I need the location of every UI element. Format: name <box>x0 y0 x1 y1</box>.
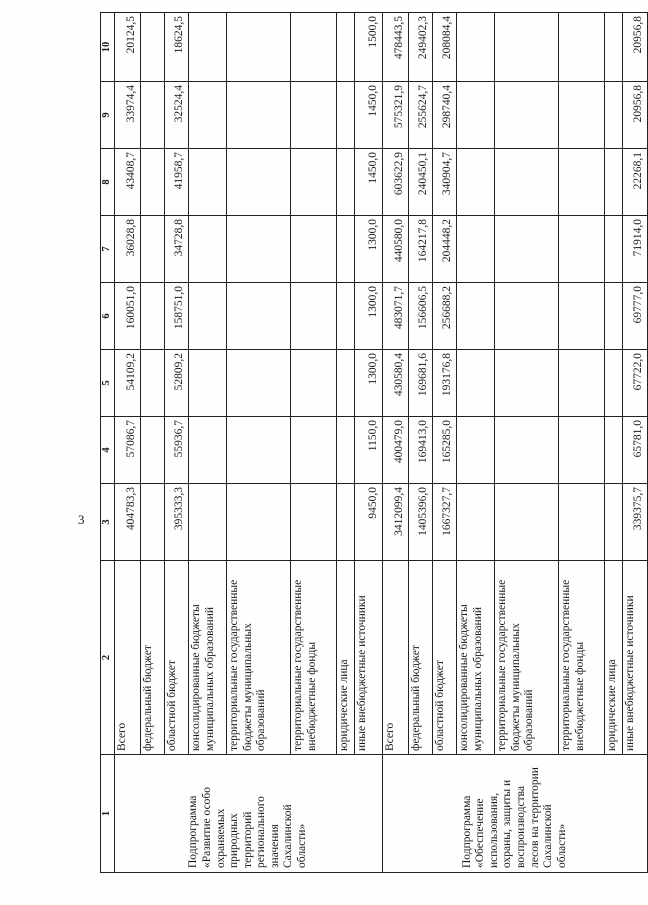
table-row <box>115 13 141 873</box>
value-cell: 54109,2 <box>115 350 141 417</box>
value-cell <box>559 350 605 417</box>
table-row <box>355 13 383 873</box>
value-cell <box>291 417 337 484</box>
budget-table <box>100 12 648 873</box>
rotated-page <box>100 13 645 873</box>
value-cell <box>227 350 291 417</box>
value-cell <box>141 484 165 561</box>
funding-source-label: федеральный бюджет <box>141 561 165 755</box>
table-row <box>141 13 165 873</box>
value-cell: 3412099,4 <box>383 484 409 561</box>
value-cell: 55936,7 <box>165 417 189 484</box>
value-cell: 1500,0 <box>355 13 383 82</box>
value-cell <box>337 216 355 283</box>
value-cell <box>189 484 227 561</box>
value-cell: 404783,3 <box>115 484 141 561</box>
value-cell: 256688,2 <box>433 283 457 350</box>
value-cell <box>605 350 623 417</box>
value-cell: 208084,4 <box>433 13 457 82</box>
value-cell: 156606,5 <box>409 283 433 350</box>
value-cell <box>291 350 337 417</box>
value-cell <box>227 149 291 216</box>
value-cell: 483071,7 <box>383 283 409 350</box>
value-cell: 339375,7 <box>623 484 648 561</box>
header-cell: 10 <box>101 13 115 82</box>
value-cell <box>227 13 291 82</box>
value-cell <box>337 350 355 417</box>
table-row <box>605 13 623 873</box>
value-cell: 240450,1 <box>409 149 433 216</box>
value-cell <box>495 149 559 216</box>
funding-source-label: территориальные государственные внебюджетные фонды <box>559 561 605 755</box>
header-cell: 9 <box>101 82 115 149</box>
value-cell: 204448,2 <box>433 216 457 283</box>
header-cell: 3 <box>101 484 115 561</box>
value-cell: 340904,7 <box>433 149 457 216</box>
program-title: Подпрограмма «Развитие особо охраняемых природных территорий регионального значения Сахалинской области» <box>115 755 383 873</box>
header-cell: 2 <box>101 561 115 755</box>
value-cell: 20956,8 <box>623 13 648 82</box>
value-cell: 33974,4 <box>115 82 141 149</box>
value-cell <box>495 283 559 350</box>
value-cell: 1450,0 <box>355 82 383 149</box>
value-cell: 430580,4 <box>383 350 409 417</box>
value-cell <box>337 82 355 149</box>
value-cell <box>495 82 559 149</box>
value-cell <box>605 283 623 350</box>
table-row <box>337 13 355 873</box>
value-cell <box>559 484 605 561</box>
value-cell: 57086,7 <box>115 417 141 484</box>
value-cell: 1300,0 <box>355 283 383 350</box>
program-title: Подпрограмма «Обеспечение использования, охраны, защиты и воспроизводства лесов на территории Сахалинской области» <box>383 755 648 873</box>
value-cell <box>141 216 165 283</box>
value-cell <box>291 149 337 216</box>
value-cell <box>495 417 559 484</box>
value-cell <box>189 149 227 216</box>
value-cell <box>457 283 495 350</box>
value-cell: 36028,8 <box>115 216 141 283</box>
funding-source-label: иные внебюджетные источники <box>623 561 648 755</box>
table-row <box>433 13 457 873</box>
value-cell: 69777,0 <box>623 283 648 350</box>
value-cell: 52809,2 <box>165 350 189 417</box>
value-cell: 41958,7 <box>165 149 189 216</box>
value-cell <box>189 82 227 149</box>
value-cell: 164217,8 <box>409 216 433 283</box>
value-cell <box>605 82 623 149</box>
table-row <box>495 13 559 873</box>
funding-source-label: Всего <box>115 561 141 755</box>
value-cell <box>559 283 605 350</box>
funding-source-label: территориальные государственные бюджеты муниципальных образований <box>495 561 559 755</box>
value-cell <box>457 13 495 82</box>
value-cell <box>227 417 291 484</box>
header-cell: 7 <box>101 216 115 283</box>
table-row <box>559 13 605 873</box>
value-cell <box>605 216 623 283</box>
value-cell: 395333,3 <box>165 484 189 561</box>
table-row <box>623 13 648 873</box>
value-cell: 67722,0 <box>623 350 648 417</box>
value-cell <box>141 149 165 216</box>
table-row <box>227 13 291 873</box>
value-cell: 32524,4 <box>165 82 189 149</box>
value-cell: 249402,3 <box>409 13 433 82</box>
header-cell: 8 <box>101 149 115 216</box>
value-cell <box>291 484 337 561</box>
value-cell <box>605 149 623 216</box>
value-cell <box>337 149 355 216</box>
value-cell: 440580,0 <box>383 216 409 283</box>
value-cell <box>189 350 227 417</box>
value-cell: 1300,0 <box>355 350 383 417</box>
value-cell <box>189 283 227 350</box>
value-cell <box>291 216 337 283</box>
value-cell: 20124,5 <box>115 13 141 82</box>
value-cell: 1405396,0 <box>409 484 433 561</box>
value-cell <box>337 417 355 484</box>
value-cell: 34728,8 <box>165 216 189 283</box>
header-cell: 5 <box>101 350 115 417</box>
funding-source-label: территориальные государственные бюджеты муниципальных образований <box>227 561 291 755</box>
value-cell: 478443,5 <box>383 13 409 82</box>
value-cell: 22268,1 <box>623 149 648 216</box>
table-row <box>409 13 433 873</box>
value-cell: 169413,0 <box>409 417 433 484</box>
value-cell <box>495 216 559 283</box>
table-row <box>291 13 337 873</box>
value-cell <box>457 216 495 283</box>
value-cell <box>457 417 495 484</box>
value-cell <box>141 13 165 82</box>
value-cell: 165285,0 <box>433 417 457 484</box>
value-cell <box>559 216 605 283</box>
table-row <box>457 13 495 873</box>
value-cell: 255624,7 <box>409 82 433 149</box>
funding-source-label: консолидированные бюджеты муниципальных образований <box>457 561 495 755</box>
value-cell <box>291 283 337 350</box>
value-cell <box>337 13 355 82</box>
value-cell <box>227 484 291 561</box>
value-cell: 1300,0 <box>355 216 383 283</box>
header-cell: 4 <box>101 417 115 484</box>
funding-source-label: Всего <box>383 561 409 755</box>
value-cell: 18624,5 <box>165 13 189 82</box>
funding-source-label: территориальные государственные внебюджетные фонды <box>291 561 337 755</box>
funding-source-label: федеральный бюджет <box>409 561 433 755</box>
value-cell: 65781,0 <box>623 417 648 484</box>
value-cell <box>291 13 337 82</box>
funding-source-label: иные внебюджетные источники <box>355 561 383 755</box>
value-cell <box>227 82 291 149</box>
value-cell <box>141 417 165 484</box>
value-cell <box>189 417 227 484</box>
funding-source-label: областной бюджет <box>433 561 457 755</box>
value-cell <box>189 216 227 283</box>
value-cell: 43408,7 <box>115 149 141 216</box>
value-cell <box>337 484 355 561</box>
value-cell <box>227 216 291 283</box>
value-cell <box>559 82 605 149</box>
value-cell: 298740,4 <box>433 82 457 149</box>
value-cell <box>141 350 165 417</box>
value-cell <box>495 484 559 561</box>
funding-source-label: консолидированные бюджеты муниципальных образований <box>189 561 227 755</box>
funding-source-label: областной бюджет <box>165 561 189 755</box>
value-cell: 1450,0 <box>355 149 383 216</box>
value-cell: 169681,6 <box>409 350 433 417</box>
value-cell <box>495 350 559 417</box>
funding-source-label: юридические лица <box>605 561 623 755</box>
value-cell <box>457 149 495 216</box>
value-cell: 20956,8 <box>623 82 648 149</box>
value-cell: 575321,9 <box>383 82 409 149</box>
value-cell <box>141 283 165 350</box>
value-cell <box>495 13 559 82</box>
table-row <box>189 13 227 873</box>
header-cell: 6 <box>101 283 115 350</box>
value-cell <box>291 82 337 149</box>
value-cell <box>457 350 495 417</box>
value-cell <box>457 484 495 561</box>
page-number: 3 <box>78 512 85 527</box>
value-cell: 400479,0 <box>383 417 409 484</box>
value-cell: 158751,0 <box>165 283 189 350</box>
table-row <box>165 13 189 873</box>
table-row <box>383 13 409 873</box>
value-cell: 160051,0 <box>115 283 141 350</box>
header-row <box>101 13 115 873</box>
value-cell <box>605 484 623 561</box>
value-cell <box>457 82 495 149</box>
value-cell <box>337 283 355 350</box>
value-cell <box>559 149 605 216</box>
value-cell <box>605 417 623 484</box>
value-cell <box>227 283 291 350</box>
value-cell: 9450,0 <box>355 484 383 561</box>
value-cell: 71914,0 <box>623 216 648 283</box>
value-cell <box>141 82 165 149</box>
value-cell: 1150,0 <box>355 417 383 484</box>
value-cell: 193176,8 <box>433 350 457 417</box>
value-cell: 603622,9 <box>383 149 409 216</box>
value-cell <box>559 417 605 484</box>
value-cell: 1667327,7 <box>433 484 457 561</box>
value-cell <box>189 13 227 82</box>
value-cell <box>559 13 605 82</box>
header-cell: 1 <box>101 755 115 873</box>
value-cell <box>605 13 623 82</box>
funding-source-label: юридические лица <box>337 561 355 755</box>
